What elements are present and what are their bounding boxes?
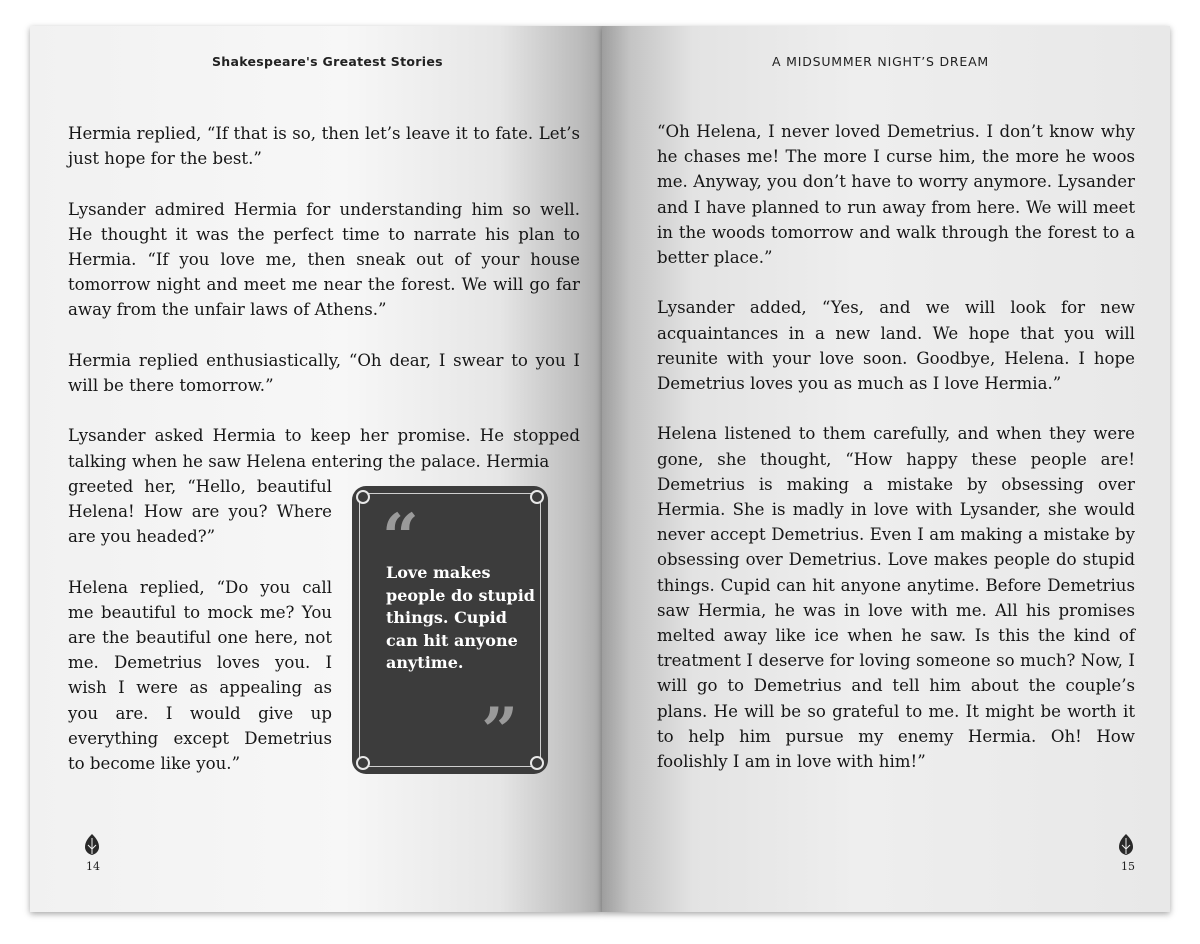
paragraph: Helena replied, “Do you call me beautiful to mock me? You are the beautiful one here, not me. Demetrius loves you. I wish I were as appealing as you are. I would give up everything except Demetrius to become like you.” <box>68 577 332 774</box>
left-page <box>30 26 602 912</box>
corner-ornament-icon <box>530 756 544 770</box>
running-head: A MIDSUMMER NIGHT’S DREAM <box>772 54 990 69</box>
paragraph: Lysander added, “Yes, and we will look for new acquaintances in a new land. We hope that you will reunite with your love soon. Goodbye, Helena. I hope Demetrius loves you as much as I love Hermia.” <box>657 298 1135 394</box>
corner-ornament-icon <box>356 756 370 770</box>
paragraph: “Oh Helena, I never loved Demetrius. I don’t know why he chases me! The more I curse him, the more he woos me. Anyway, you don’t have to worry anymore. Lysander and I have planned to run away from here. We will meet in the woods tomorrow and walk through the forest to a better place.” <box>657 122 1135 268</box>
right-page <box>602 26 1170 912</box>
running-head: Shakespeare's Greatest Stories <box>212 54 443 69</box>
paragraph: Helena listened to them carefully, and when they were gone, she thought, “How happy these people are! Demetrius is making a mistake by obsessing over Hermia. She is madly in love with Lysander, she would never accept Demetrius. Even I am making a mistake by obsessing over Demetrius. Love makes people do stupid things. Cupid can hit anyone anytime. Before Demetrius saw Hermia, he was in love with me. All his promises melted away like ice when he saw. Is this the kind of treatment I deserve for loving someone so much? Now, I will go to Demetrius and tell him about the couple’s plans. He will be so grateful to me. It might be worth it to help him pursue my enemy Hermia. Oh! How foolishly I am in love with him!” <box>657 424 1135 772</box>
page-number: 14 <box>86 860 100 873</box>
leaf-ornament-icon <box>1118 834 1134 856</box>
paragraph: Hermia replied enthusiastically, “Oh dear, I swear to you I will be there tomorrow.” <box>68 350 580 395</box>
close-quote-icon: ” <box>481 694 518 769</box>
corner-ornament-icon <box>356 490 370 504</box>
paragraph: Lysander admired Hermia for understanding him so well. He thought it was the perfect time to narrate his plan to Hermia. “If you love me, then sneak out of your house tomorrow night and meet me near the forest. We will go far away from the unfair laws of Athens.” <box>68 199 580 320</box>
pull-quote-box <box>352 486 548 774</box>
leaf-ornament-icon <box>84 834 100 856</box>
pull-quote-text: Love makes people do stupid things. Cupid can hit anyone anytime. <box>386 563 535 672</box>
paragraph: Hermia replied, “If that is so, then let’s leave it to fate. Let’s just hope for the best.” <box>68 124 580 169</box>
corner-ornament-icon <box>530 490 544 504</box>
page-number: 15 <box>1121 860 1135 873</box>
page-body <box>657 119 1135 799</box>
paragraph: Lysander asked Hermia to keep her promise. He stopped talking when he saw Helena entering the palace. Hermia <box>68 426 580 471</box>
open-book <box>22 26 1178 918</box>
paragraph: greeted her, “Hello, beautiful Helena! How are you? Where are you headed?” <box>68 476 332 547</box>
open-quote-icon: “ <box>382 500 419 575</box>
